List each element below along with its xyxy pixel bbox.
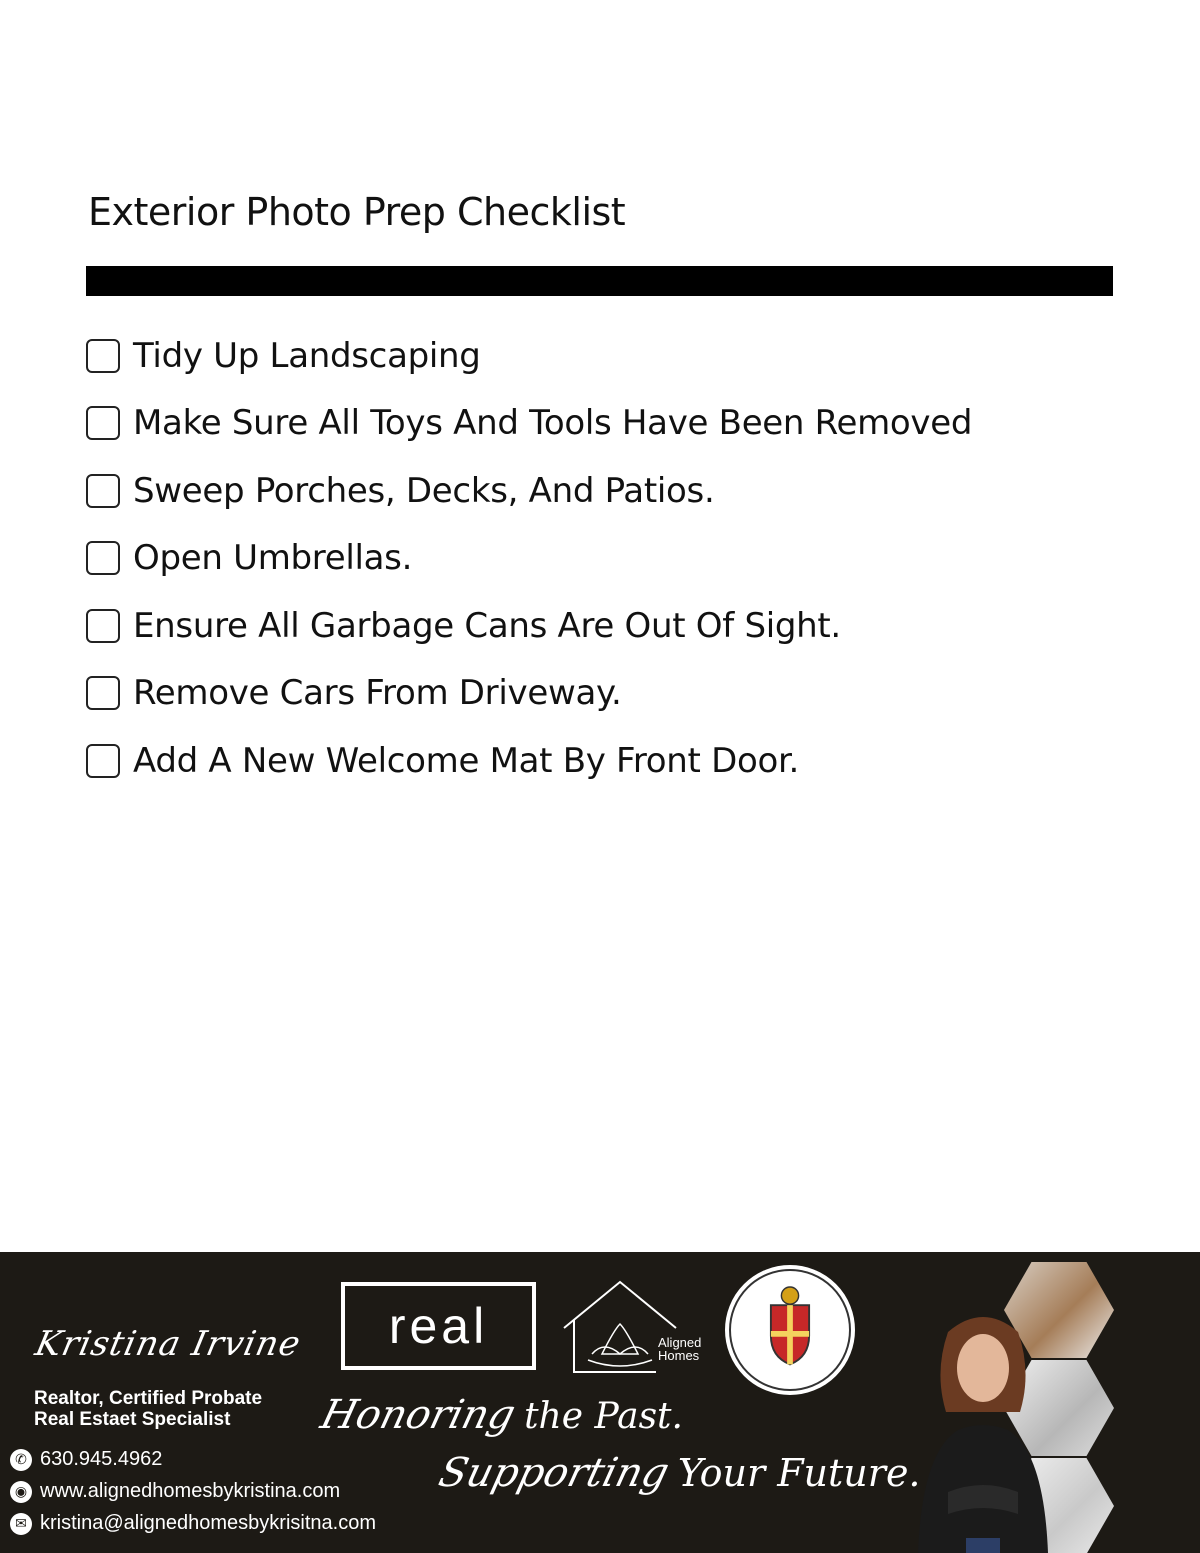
aligned-logo-line: Aligned bbox=[658, 1335, 702, 1350]
real-brokerage-logo: real bbox=[341, 1282, 536, 1370]
footer-banner bbox=[0, 1252, 1200, 1553]
agent-role-line: Real Estaet Specialist bbox=[34, 1409, 231, 1430]
tagline-line-1 bbox=[316, 1392, 683, 1438]
email-link: kristina@alignedhomesbykrisitna.com bbox=[40, 1512, 376, 1534]
agent-role-line: Realtor, Certified Probate bbox=[34, 1388, 263, 1409]
checkbox[interactable] bbox=[86, 474, 120, 508]
checkbox[interactable] bbox=[86, 676, 120, 710]
checklist-item[interactable] bbox=[86, 660, 1126, 728]
aligned-homes-logo bbox=[562, 1280, 712, 1380]
checklist bbox=[86, 322, 1126, 795]
checkbox[interactable] bbox=[86, 609, 120, 643]
checkbox[interactable] bbox=[86, 744, 120, 778]
checklist-item[interactable] bbox=[86, 457, 1126, 525]
website-link: www.alignedhomesbykristina.com bbox=[40, 1480, 341, 1502]
checklist-item[interactable] bbox=[86, 322, 1126, 390]
checklist-item-label: Ensure All Garbage Cans Are Out Of Sight. bbox=[133, 605, 841, 646]
checklist-item[interactable] bbox=[86, 525, 1126, 593]
checklist-item-label: Add A New Welcome Mat By Front Door. bbox=[133, 740, 800, 781]
tagline-script-word: Supporting bbox=[434, 1450, 674, 1496]
checkbox[interactable] bbox=[86, 339, 120, 373]
phone-icon: ✆ bbox=[10, 1449, 32, 1471]
page-title: Exterior Photo Prep Checklist bbox=[88, 190, 626, 234]
tagline-line-2 bbox=[434, 1450, 921, 1496]
seal-crest-icon bbox=[725, 1265, 855, 1395]
tagline-text: Your Future. bbox=[677, 1451, 921, 1495]
contact-website[interactable] bbox=[10, 1480, 340, 1503]
checklist-item-label: Tidy Up Landscaping bbox=[133, 335, 481, 376]
checkbox[interactable] bbox=[86, 541, 120, 575]
contact-email[interactable] bbox=[10, 1512, 376, 1535]
tagline-text: the Past. bbox=[524, 1396, 683, 1437]
aligned-logo-line: Homes bbox=[658, 1348, 700, 1363]
agent-role bbox=[34, 1388, 314, 1430]
checklist-item[interactable] bbox=[86, 727, 1126, 795]
probate-specialist-seal bbox=[722, 1262, 858, 1398]
agent-signature: Kristina Irvine bbox=[31, 1324, 305, 1364]
checklist-item-label: Remove Cars From Driveway. bbox=[133, 673, 622, 714]
checklist-item[interactable] bbox=[86, 592, 1126, 660]
phone-number: 630.945.4962 bbox=[40, 1448, 163, 1470]
agent-portrait bbox=[908, 1302, 1058, 1553]
checklist-item-label: Sweep Porches, Decks, And Patios. bbox=[133, 470, 715, 511]
checklist-item-label: Make Sure All Toys And Tools Have Been Removed bbox=[133, 403, 973, 444]
title-divider-bar bbox=[86, 266, 1113, 296]
checklist-item[interactable] bbox=[86, 390, 1126, 458]
mail-icon: ✉ bbox=[10, 1513, 32, 1535]
aligned-homes-wordmark bbox=[658, 1336, 701, 1362]
contact-phone[interactable] bbox=[10, 1448, 162, 1471]
checklist-item-label: Open Umbrellas. bbox=[133, 538, 413, 579]
checkbox[interactable] bbox=[86, 406, 120, 440]
tagline-script-word: Honoring bbox=[316, 1392, 520, 1438]
globe-icon: ◉ bbox=[10, 1481, 32, 1503]
